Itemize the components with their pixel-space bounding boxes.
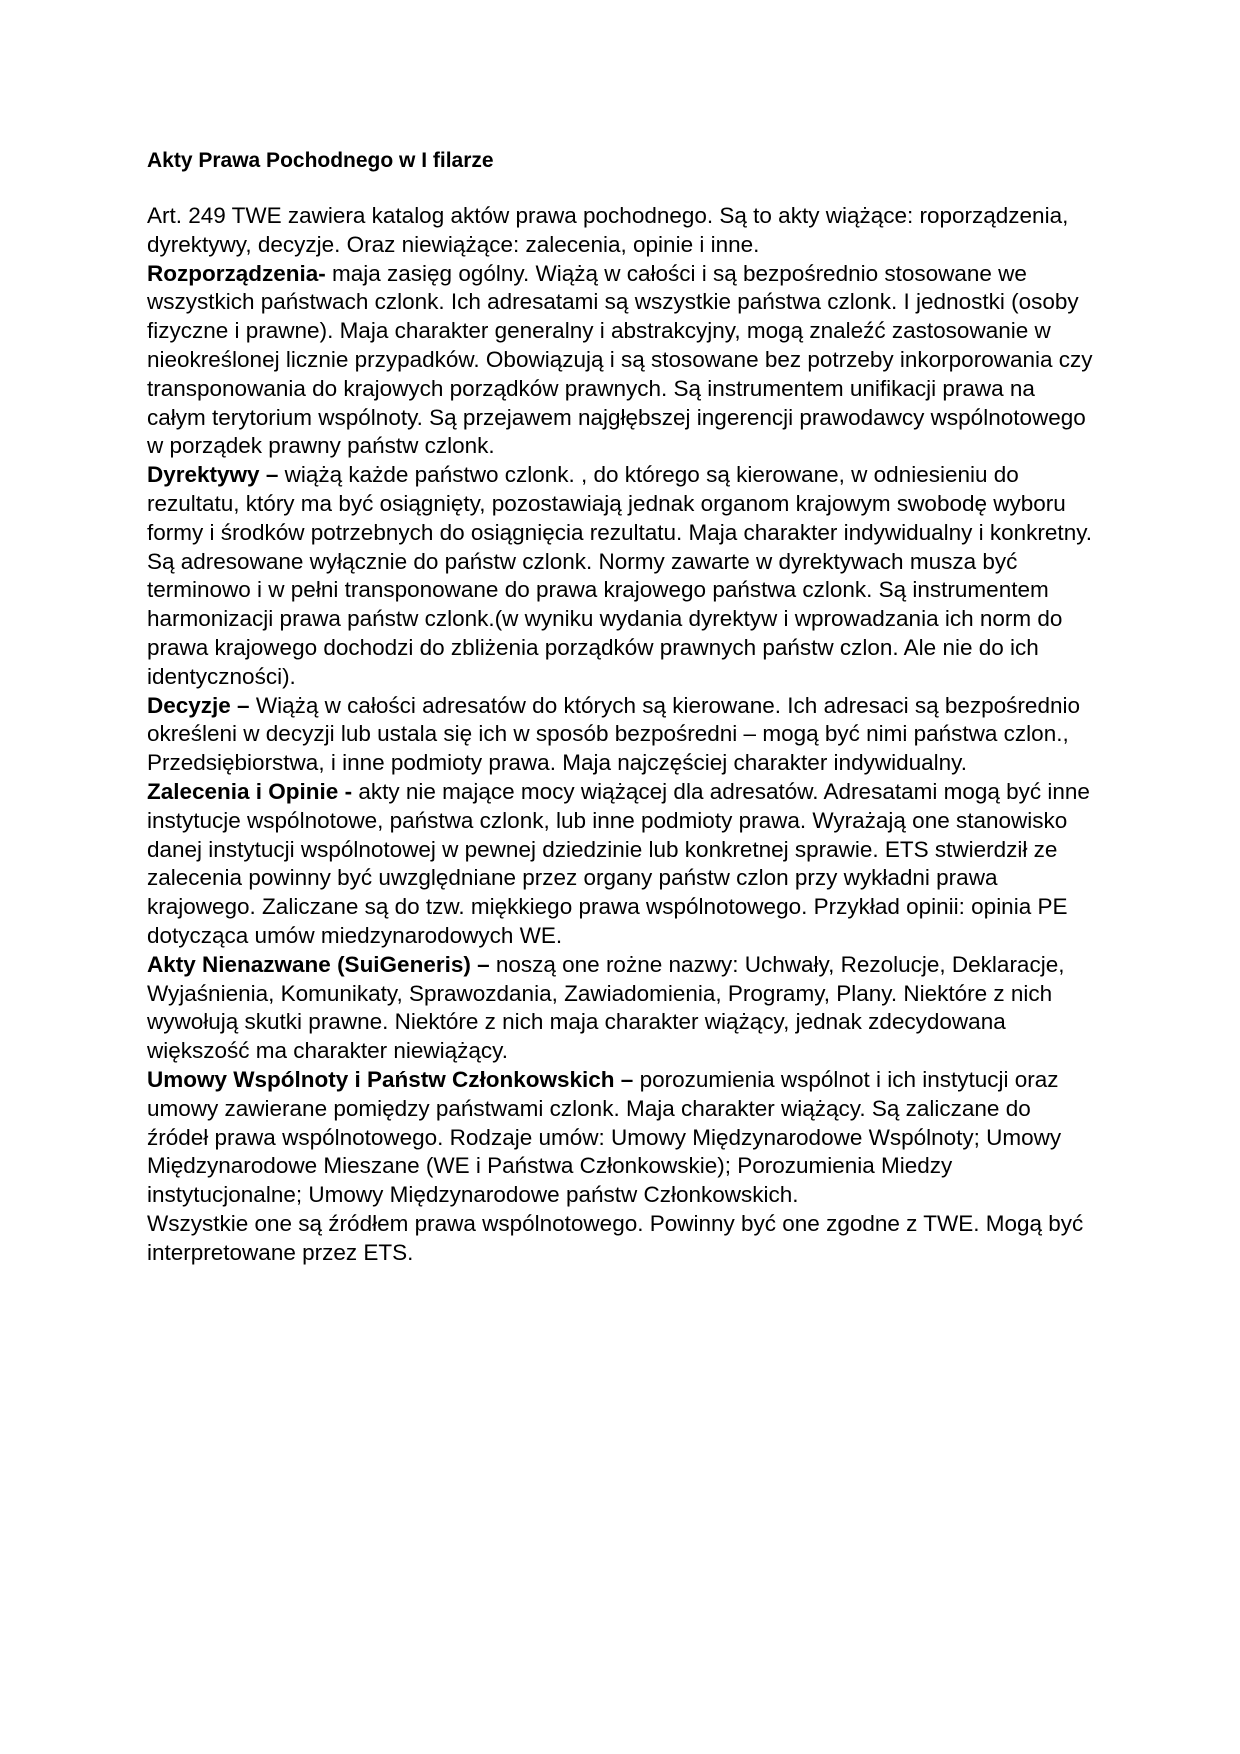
document-page [147, 146, 1097, 1267]
section-text: Wiążą w całości adresatów do których są kierowane. Ich adresaci są bezpośrednio określeni w decyzji lub ustala się ich w sposób bezpośredni – mogą być nimi państwa czlon., Przedsiębiorstwa, i inne podmioty prawa. Maja najczęściej charakter indywidualny. [147, 692, 1080, 776]
section-decyzje [147, 692, 1097, 778]
section-term: Decyzje – [147, 692, 250, 718]
section-text: noszą one rożne nazwy: Uchwały, Rezolucje, Deklaracje, Wyjaśnienia, Komunikaty, Sprawozdania, Zawiadomienia, Programy, Plany. Niektóre z nich wywołują skutki prawne. Niektóre z nich maja charakter wiążący, jednak zdecydowana większość ma charakter niewiążący. [147, 951, 1065, 1064]
section-akty-nienazwane [147, 951, 1097, 1066]
section-umowy [147, 1066, 1097, 1210]
section-rozporzadzenia [147, 260, 1097, 462]
section-zalecenia-opinie [147, 778, 1097, 951]
section-term: Umowy Wspólnoty i Państw Członkowskich – [147, 1066, 634, 1092]
closing-paragraph: Wszystkie one są źródłem prawa wspólnotowego. Powinny być one zgodne z TWE. Mogą być interpretowane przez ETS. [147, 1210, 1084, 1265]
section-term: Rozporządzenia- [147, 260, 326, 286]
section-text: wiążą każde państwo czlonk. , do którego są kierowane, w odniesieniu do rezultatu, który ma być osiągnięty, pozostawiają jednak organom krajowym swobodę wyboru formy i środków potrzebnych do osiągnięcia rezultatu. Maja charakter indywidualny i konkretny. Są adresowane wyłącznie do państw czlonk. Normy zawarte w dyrektywach musza być terminowo i w pełni transponowane do prawa krajowego państwa czlonk. Są instrumentem harmonizacji prawa państw czlonk.(w wyniku wydania dyrektyw i wprowadzania ich norm do prawa krajowego dochodzi do zbliżenia porządków prawnych państw czlon. Ale nie do ich identyczności). [147, 462, 1093, 689]
section-term: Zalecenia i Opinie - [147, 778, 353, 804]
section-text: maja zasięg ogólny. Wiążą w całości i są bezpośrednio stosowane we wszystkich państwach czlonk. Ich adresatami są wszystkie państwa czlonk. I jednostki (osoby fizyczne i prawne). Maja charakter generalny i abstrakcyjny, mogą znaleźć zastosowanie w nieokreślonej licznie przypadków. Obowiązują i są stosowane bez potrzeby inkorporowania czy transponowania do krajowych porządków prawnych. Są instrumentem unifikacji prawa na całym terytorium wspólnoty. Są przejawem najgłębszej ingerencji prawodawcy wspólnotowego w porządek prawny państw czlonk. [147, 260, 1093, 459]
section-text: akty nie mające mocy wiążącej dla adresatów. Adresatami mogą być inne instytucje wspólnotowe, państwa czlonk, lub inne podmioty prawa. Wyrażają one stanowisko danej instytucji wspólnotowej w pewnej dziedzinie lub konkretnej sprawie. ETS stwierdził ze zalecenia powinny być uwzględniane przez organy państw czlon przy wykładni prawa krajowego. Zaliczane są do tzw. miękkiego prawa wspólnotowego. Przykład opinii: opinia PE dotycząca umów miedzynarodowych WE. [147, 778, 1090, 948]
section-text: porozumienia wspólnot i ich instytucji oraz umowy zawierane pomiędzy państwami czlonk. Maja charakter wiążący. Są zaliczane do źródeł prawa wspólnotowego. Rodzaje umów: Umowy Międzynarodowe Wspólnoty; Umowy Międzynarodowe Mieszane (WE i Państwa Członkowskie); Porozumienia Miedzy instytucjonalne; Umowy Międzynarodowe państw Członkowskich. [147, 1066, 1062, 1208]
document-title: Akty Prawa Pochodnego w I filarze [147, 149, 494, 172]
section-dyrektywy [147, 461, 1097, 691]
section-term: Akty Nienazwane (SuiGeneris) – [147, 951, 490, 977]
section-term: Dyrektywy – [147, 462, 279, 488]
document-body [147, 202, 1097, 1267]
intro-paragraph: Art. 249 TWE zawiera katalog aktów prawa pochodnego. Są to akty wiążące: roporządzenia, dyrektywy, decyzje. Oraz niewiążące: zalecenia, opinie i inne. [147, 203, 1069, 257]
